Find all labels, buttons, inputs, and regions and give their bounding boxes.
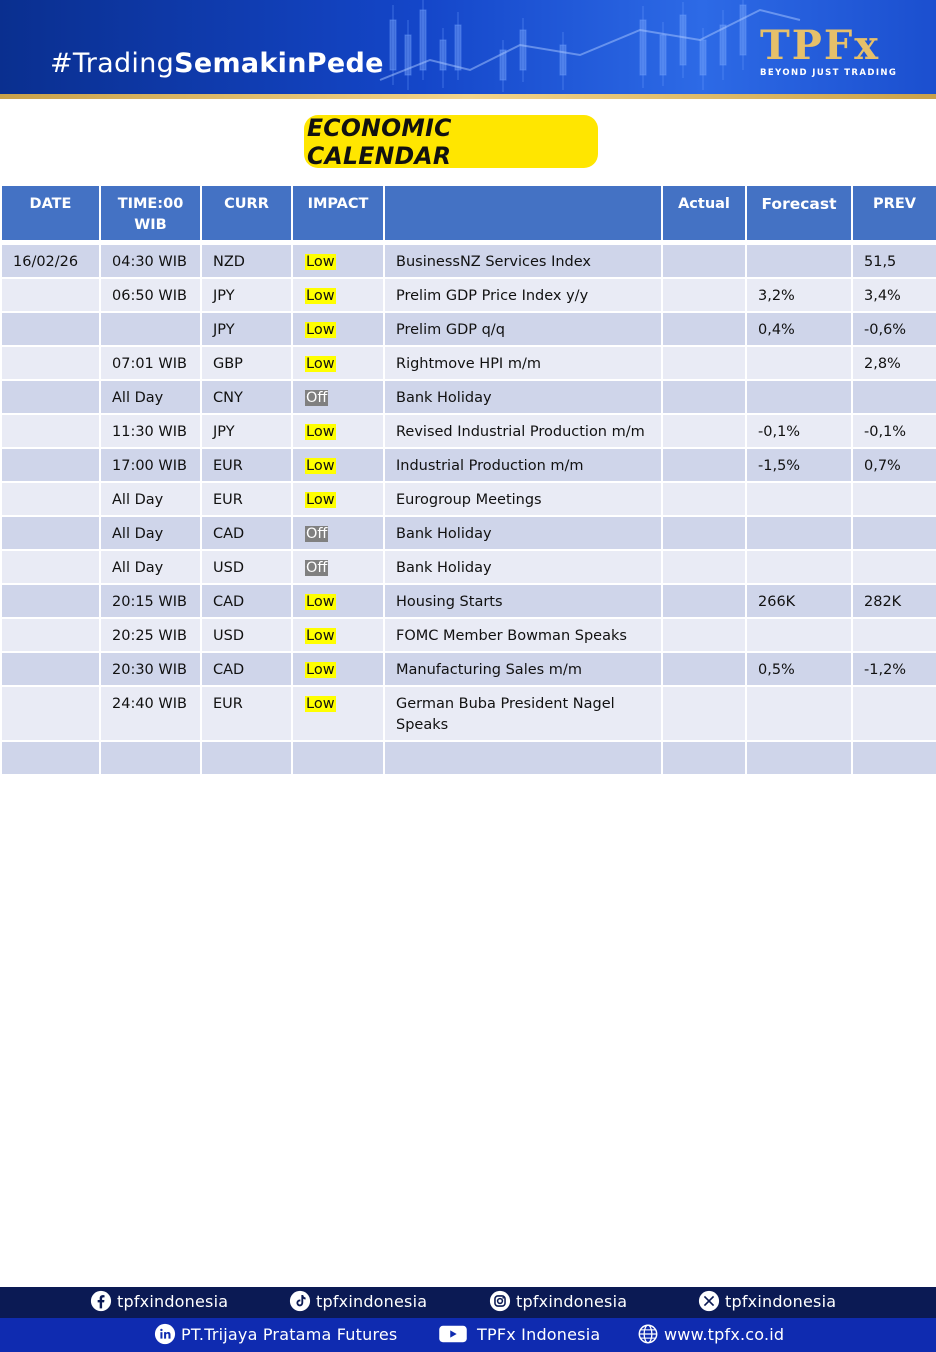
header-time: TIME:00 WIB [100, 186, 201, 240]
cell-forecast [746, 414, 852, 448]
impact-badge: Low [306, 254, 335, 270]
cell-event [384, 312, 662, 346]
cell-actual [662, 686, 746, 741]
title-badge [304, 115, 598, 168]
header-forecast: Forecast [746, 186, 852, 240]
cell-text: 20:25 WIB [112, 628, 187, 644]
cell-event [384, 686, 662, 741]
impact-badge: Low [306, 288, 335, 304]
cell-date [1, 346, 100, 380]
cell-text: 07:01 WIB [112, 356, 187, 372]
cell-forecast [746, 448, 852, 482]
footer-contact-bar [0, 1318, 936, 1352]
cell-prev [852, 550, 936, 584]
hashtag-bold: SemakinPede [174, 48, 384, 79]
table-row [1, 741, 936, 775]
cell-text: 266K [758, 594, 796, 610]
cell-actual [662, 346, 746, 380]
cell-impact [292, 414, 384, 448]
cell-text: Housing Starts [396, 594, 503, 610]
cell-time [100, 346, 201, 380]
cell-forecast [746, 380, 852, 414]
table-body [1, 240, 936, 775]
table-row [1, 686, 936, 741]
cell-impact [292, 312, 384, 346]
impact-badge: Low [306, 662, 335, 678]
footer-social-bar [0, 1287, 936, 1318]
cell-actual [662, 448, 746, 482]
cell-text: Bank Holiday [396, 390, 492, 406]
table-row [1, 618, 936, 652]
cell-curr [201, 652, 292, 686]
cell-actual [662, 550, 746, 584]
cell-curr [201, 414, 292, 448]
cell-prev [852, 584, 936, 618]
logo-tagline: BEYOND JUST TRADING [760, 68, 898, 78]
instagram-icon [489, 1290, 511, 1312]
table-row [1, 414, 936, 448]
cell-prev [852, 686, 936, 741]
cell-text: JPY [213, 288, 235, 304]
table-row [1, 584, 936, 618]
hashtag-title [50, 48, 384, 79]
economic-calendar-table [0, 186, 936, 776]
cell-date [1, 550, 100, 584]
footer-linkedin[interactable]: PT.Trijaya Pratama Futures [154, 1323, 397, 1345]
cell-curr [201, 584, 292, 618]
cell-date [1, 414, 100, 448]
cell-text: 3,2% [758, 288, 795, 304]
cell-text: JPY [213, 424, 235, 440]
cell-prev [852, 278, 936, 312]
cell-curr [201, 380, 292, 414]
cell-forecast [746, 312, 852, 346]
header-prev: PREV [852, 186, 936, 240]
cell-impact [292, 550, 384, 584]
table-row [1, 516, 936, 550]
facebook-icon [90, 1290, 112, 1312]
cell-event [384, 346, 662, 380]
cell-impact [292, 278, 384, 312]
cell-time [100, 414, 201, 448]
cell-text: 17:00 WIB [112, 458, 187, 474]
cell-time [100, 244, 201, 278]
footer-x[interactable]: tpfxindonesia [698, 1290, 836, 1312]
cell-event [384, 278, 662, 312]
cell-time [100, 652, 201, 686]
cell-impact [292, 448, 384, 482]
cell-text: CNY [213, 390, 243, 406]
cell-text: JPY [213, 322, 235, 338]
cell-curr [201, 550, 292, 584]
cell-text: USD [213, 628, 244, 644]
cell-actual [662, 584, 746, 618]
cell-text: 51,5 [864, 254, 897, 270]
cell-prev [852, 516, 936, 550]
cell-actual [662, 652, 746, 686]
cell-text: -0,1% [864, 424, 907, 440]
cell-forecast [746, 686, 852, 741]
cell-actual [662, 516, 746, 550]
impact-badge: Low [306, 322, 335, 338]
cell-forecast [746, 346, 852, 380]
cell-prev [852, 741, 936, 775]
cell-date [1, 584, 100, 618]
cell-forecast [746, 741, 852, 775]
cell-actual [662, 312, 746, 346]
cell-event [384, 584, 662, 618]
x-icon [698, 1290, 720, 1312]
cell-forecast [746, 550, 852, 584]
cell-curr [201, 448, 292, 482]
cell-date [1, 686, 100, 741]
cell-date [1, 278, 100, 312]
footer-facebook[interactable]: tpfxindonesia [90, 1290, 228, 1312]
impact-badge: Low [306, 424, 335, 440]
gold-divider [0, 94, 936, 99]
cell-prev [852, 618, 936, 652]
cell-text: Eurogroup Meetings [396, 492, 542, 508]
cell-text: 0,5% [758, 662, 795, 678]
footer-youtube[interactable]: TPFx Indonesia [437, 1323, 600, 1345]
cell-prev [852, 380, 936, 414]
cell-text: -1,2% [864, 662, 907, 678]
cell-event [384, 482, 662, 516]
cell-text: GBP [213, 356, 243, 372]
cell-date [1, 618, 100, 652]
cell-actual [662, 278, 746, 312]
cell-date [1, 741, 100, 775]
cell-curr [201, 686, 292, 741]
cell-text: German Buba President Nagel Speaks [396, 696, 615, 733]
cell-text: 11:30 WIB [112, 424, 187, 440]
cell-impact [292, 618, 384, 652]
cell-forecast [746, 652, 852, 686]
cell-time [100, 278, 201, 312]
globe-icon [637, 1323, 659, 1345]
cell-text: EUR [213, 458, 243, 474]
cell-text: USD [213, 560, 244, 576]
cell-prev [852, 414, 936, 448]
table-row [1, 448, 936, 482]
cell-event [384, 741, 662, 775]
cell-text: Prelim GDP Price Index y/y [396, 288, 589, 304]
cell-date [1, 312, 100, 346]
cell-event [384, 448, 662, 482]
cell-actual [662, 380, 746, 414]
cell-prev [852, 652, 936, 686]
cell-forecast [746, 516, 852, 550]
cell-date [1, 516, 100, 550]
header-banner [0, 0, 936, 94]
linkedin-icon [154, 1323, 176, 1345]
cell-event [384, 550, 662, 584]
cell-prev [852, 346, 936, 380]
cell-event [384, 516, 662, 550]
cell-text: 282K [864, 594, 902, 610]
cell-impact [292, 584, 384, 618]
table-row [1, 346, 936, 380]
cell-text: Revised Industrial Production m/m [396, 424, 645, 440]
cell-time [100, 312, 201, 346]
cell-text: Manufacturing Sales m/m [396, 662, 582, 678]
cell-time [100, 550, 201, 584]
table-row [1, 550, 936, 584]
cell-prev [852, 448, 936, 482]
cell-text: -1,5% [758, 458, 801, 474]
cell-text: FOMC Member Bowman Speaks [396, 628, 627, 644]
cell-time [100, 482, 201, 516]
cell-actual [662, 244, 746, 278]
cell-text: All Day [112, 560, 164, 576]
cell-impact [292, 482, 384, 516]
cell-text: 20:15 WIB [112, 594, 187, 610]
cell-text: 2,8% [864, 356, 901, 372]
cell-curr [201, 516, 292, 550]
cell-actual [662, 741, 746, 775]
table-header-row [1, 186, 936, 240]
cell-curr [201, 312, 292, 346]
cell-impact [292, 380, 384, 414]
impact-badge: Off [306, 560, 328, 576]
cell-event [384, 244, 662, 278]
cell-text: 0,4% [758, 322, 795, 338]
tiktok-icon [289, 1290, 311, 1312]
cell-forecast [746, 244, 852, 278]
cell-text: 06:50 WIB [112, 288, 187, 304]
cell-curr [201, 482, 292, 516]
impact-badge: Off [306, 390, 328, 406]
impact-badge: Low [306, 696, 335, 712]
cell-text: 16/02/26 [13, 254, 79, 270]
cell-time [100, 584, 201, 618]
cell-forecast [746, 482, 852, 516]
cell-impact [292, 652, 384, 686]
tpfx-logo [760, 22, 898, 80]
cell-text: Bank Holiday [396, 526, 492, 542]
youtube-icon [437, 1323, 469, 1345]
impact-badge: Low [306, 458, 335, 474]
cell-text: 24:40 WIB [112, 696, 187, 712]
cell-text: 20:30 WIB [112, 662, 187, 678]
impact-badge: Low [306, 628, 335, 644]
cell-forecast [746, 278, 852, 312]
cell-actual [662, 414, 746, 448]
impact-badge: Low [306, 594, 335, 610]
cell-impact [292, 741, 384, 775]
cell-text: 3,4% [864, 288, 901, 304]
footer-website[interactable]: www.tpfx.co.id [637, 1323, 784, 1345]
cell-text: CAD [213, 526, 245, 542]
table-row [1, 312, 936, 346]
cell-impact [292, 686, 384, 741]
cell-date [1, 482, 100, 516]
cell-text: -0,6% [864, 322, 907, 338]
cell-date [1, 652, 100, 686]
cell-forecast [746, 618, 852, 652]
cell-time [100, 686, 201, 741]
header-impact: IMPACT [292, 186, 384, 240]
header-actual: Actual [662, 186, 746, 240]
cell-time [100, 448, 201, 482]
header-curr: CURR [201, 186, 292, 240]
cell-event [384, 380, 662, 414]
cell-text: Prelim GDP q/q [396, 322, 505, 338]
cell-time [100, 618, 201, 652]
impact-badge: Low [306, 492, 335, 508]
cell-date [1, 380, 100, 414]
cell-time [100, 516, 201, 550]
cell-actual [662, 618, 746, 652]
table-row [1, 652, 936, 686]
cell-text: Industrial Production m/m [396, 458, 584, 474]
impact-badge: Low [306, 356, 335, 372]
cell-text: EUR [213, 696, 243, 712]
cell-actual [662, 482, 746, 516]
cell-date [1, 448, 100, 482]
cell-curr [201, 244, 292, 278]
cell-text: All Day [112, 526, 164, 542]
cell-text: CAD [213, 594, 245, 610]
cell-text: -0,1% [758, 424, 801, 440]
hashtag-prefix: #Trading [50, 48, 175, 79]
cell-impact [292, 346, 384, 380]
cell-text: 04:30 WIB [112, 254, 187, 270]
cell-curr [201, 618, 292, 652]
cell-impact [292, 244, 384, 278]
table-row [1, 244, 936, 278]
cell-curr [201, 278, 292, 312]
impact-badge: Off [306, 526, 328, 542]
table-row [1, 278, 936, 312]
cell-forecast [746, 584, 852, 618]
cell-text: EUR [213, 492, 243, 508]
header-date: DATE [1, 186, 100, 240]
cell-prev [852, 312, 936, 346]
cell-text: NZD [213, 254, 245, 270]
cell-text: All Day [112, 492, 164, 508]
cell-event [384, 618, 662, 652]
cell-prev [852, 244, 936, 278]
cell-text: CAD [213, 662, 245, 678]
cell-text: Bank Holiday [396, 560, 492, 576]
cell-text: 0,7% [864, 458, 901, 474]
cell-date [1, 244, 100, 278]
cell-text: BusinessNZ Services Index [396, 254, 591, 270]
cell-impact [292, 516, 384, 550]
footer-instagram[interactable]: tpfxindonesia [489, 1290, 627, 1312]
footer-tiktok[interactable]: tpfxindonesia [289, 1290, 427, 1312]
page-title: ECONOMIC CALENDAR [306, 113, 452, 170]
cell-text: Rightmove HPI m/m [396, 356, 541, 372]
table-row [1, 380, 936, 414]
cell-event [384, 414, 662, 448]
cell-prev [852, 482, 936, 516]
cell-text: All Day [112, 390, 164, 406]
table-row [1, 482, 936, 516]
cell-time [100, 380, 201, 414]
cell-time [100, 741, 201, 775]
logo-text: TPFx [760, 22, 881, 69]
cell-curr [201, 346, 292, 380]
cell-event [384, 652, 662, 686]
header-event [384, 186, 662, 240]
cell-curr [201, 741, 292, 775]
